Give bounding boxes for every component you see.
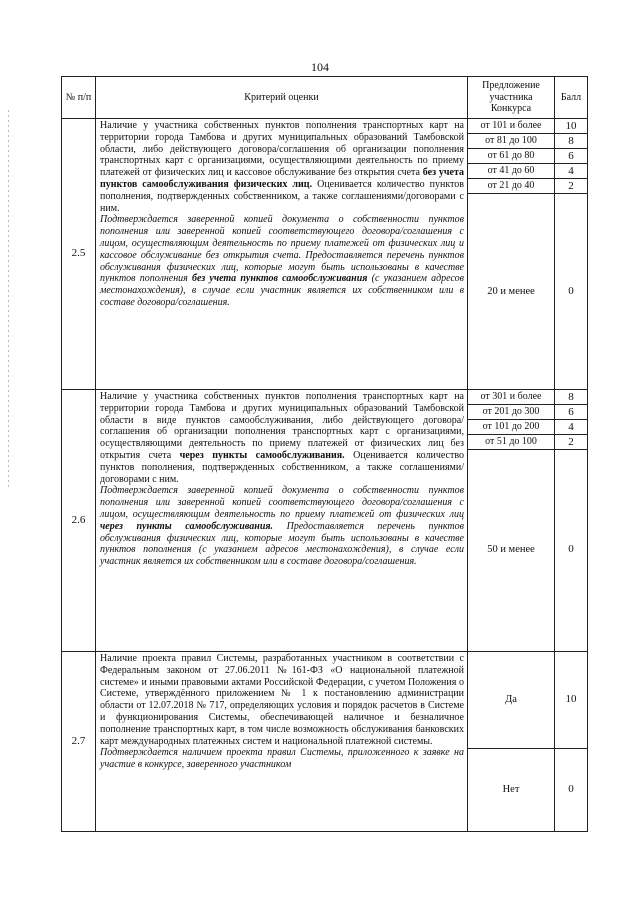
- offer-last-option: 20 и менее: [487, 285, 535, 297]
- score-cell: [555, 119, 588, 390]
- row-number: 2.6: [62, 390, 96, 652]
- list-item: от 201 до 300: [468, 405, 554, 420]
- list-item: от 101 и более: [468, 119, 554, 134]
- score-last: 0: [568, 284, 574, 297]
- offer-yes: Да: [468, 652, 554, 749]
- list-item: 6: [555, 405, 587, 420]
- score-options: [555, 119, 587, 194]
- table-row-2-5: [62, 119, 588, 390]
- header-offer: Предложение участника Конкурса: [468, 77, 555, 119]
- offer-cell: [468, 652, 555, 832]
- score-cell: [555, 390, 588, 652]
- list-item: 4: [555, 164, 587, 179]
- header-num: № п/п: [62, 77, 96, 119]
- list-item: от 41 до 60: [468, 164, 554, 179]
- criterion-cell: [96, 390, 468, 652]
- confirmation-text: Подтверждается наличием проекта правил Системы, приложенного к заявке на участие в конкурсе, заверенного участником: [100, 747, 464, 771]
- list-item: от 21 до 40: [468, 179, 554, 194]
- score-yes: 10: [555, 652, 587, 749]
- offer-no: Нет: [502, 784, 520, 796]
- criterion-cell: [96, 119, 468, 390]
- criterion-text: Наличие проекта правил Системы, разработанных участником в соответствии с Федеральным законом от 27.06.2011 №161-ФЗ «О национальной платежной системе» и иными правовыми актами Российской Федерации, с учетом Положения о Системе, утверждённого приложением № 1 к постановлению администрации области от 12.07.2018 № 717, определяющих условия и порядок расчетов в Системе и функционирования Системы, обеспечивающей наличное и безналичное пополнение транспортных карт, в том числе возможность обслуживания банковских карт международных платежных систем и национальной платежной системы.: [100, 653, 464, 747]
- header-criterion: Критерий оценки: [96, 77, 468, 119]
- criterion-cell: [96, 652, 468, 832]
- offer-last-option: 50 и менее: [487, 544, 535, 556]
- list-item: 10: [555, 119, 587, 134]
- offer-cell: [468, 390, 555, 652]
- offer-options: [468, 119, 554, 194]
- list-item: от 61 до 80: [468, 149, 554, 164]
- table-header-row: [62, 77, 588, 119]
- list-item: 8: [555, 390, 587, 405]
- list-item: от 101 до 200: [468, 420, 554, 435]
- page-number: 104: [311, 60, 329, 74]
- header-score: Балл: [555, 77, 588, 119]
- score-no: 0: [568, 783, 574, 796]
- score-cell: [555, 652, 588, 832]
- confirmation-text: Подтверждается заверенной копией документа о собственности пунктов пополнения или заверенной копией соответствующего договора/соглашения с лицом, осуществляющим деятельность по приему платежей от физических лиц через пункты самообслуживания. Предоставляется перечень пунктов обслуживания физических лиц, которые могут быть использованы в качестве пунктов пополнения (с указанием адресов местонахождения), в случае если участник является их собственником или в составе договора/соглашения.: [100, 485, 464, 568]
- confirmation-text: Подтверждается заверенной копией документа о собственности пунктов пополнения или заверенной копией соответствующего договора/соглашения с лицом, осуществляющим деятельность по приему платежей от физических лиц и кассовое обслуживание без открытия счета. Предоставляется перечень пунктов обслуживания физических лиц, которые могут быть использованы в качестве пунктов пополнения без учета пунктов самообслуживания (с указанием адресов местонахождения), в случае если участник является их собственником или в составе договора/соглашения.: [100, 214, 464, 308]
- list-item: от 51 до 100: [468, 435, 554, 450]
- list-item: от 301 и более: [468, 390, 554, 405]
- criterion-text: Наличие у участника собственных пунктов пополнения транспортных карт на территории города Тамбова и других муниципальных образований Тамбовской области в виде пунктов самообслуживания, либо действующего договора/соглашения об организации пополнения транспортных карт с организациями, осуществляющими деятельность по приему платежей от физических лиц без открытия счета через пункты самообслуживания. Оценивается количество пунктов пополнения, подтвержденных собственником, а также соглашениями/договорами с ним.: [100, 391, 465, 485]
- list-item: 6: [555, 149, 587, 164]
- score-last: 0: [568, 543, 574, 556]
- table-row-2-7: [62, 652, 588, 832]
- offer-options: [468, 390, 554, 450]
- list-item: от 81 до 100: [468, 134, 554, 149]
- row-number: 2.5: [62, 119, 96, 390]
- list-item: 2: [555, 179, 587, 194]
- list-item: 8: [555, 134, 587, 149]
- criteria-table: [61, 76, 588, 832]
- criterion-text: Наличие у участника собственных пунктов пополнения транспортных карт на территории города Тамбова и других муниципальных образований Тамбовской области, либо действующего договора/соглашения об организации пополнения транспортных карт с организациями, осуществляющими деятельность по приему платежей от физических лиц и кассовое обслуживание без открытия счета без учета пунктов самообслуживания физических лиц. Оценивается количество пунктов пополнения, подтвержденных собственником, а также соглашениями/договорами с ним.: [100, 120, 465, 214]
- row-number: 2.7: [62, 652, 96, 832]
- offer-cell: [468, 119, 555, 390]
- scan-margin-mark: [8, 110, 9, 490]
- list-item: 2: [555, 435, 587, 450]
- table-row-2-6: [62, 390, 588, 652]
- list-item: 4: [555, 420, 587, 435]
- score-options: [555, 390, 587, 450]
